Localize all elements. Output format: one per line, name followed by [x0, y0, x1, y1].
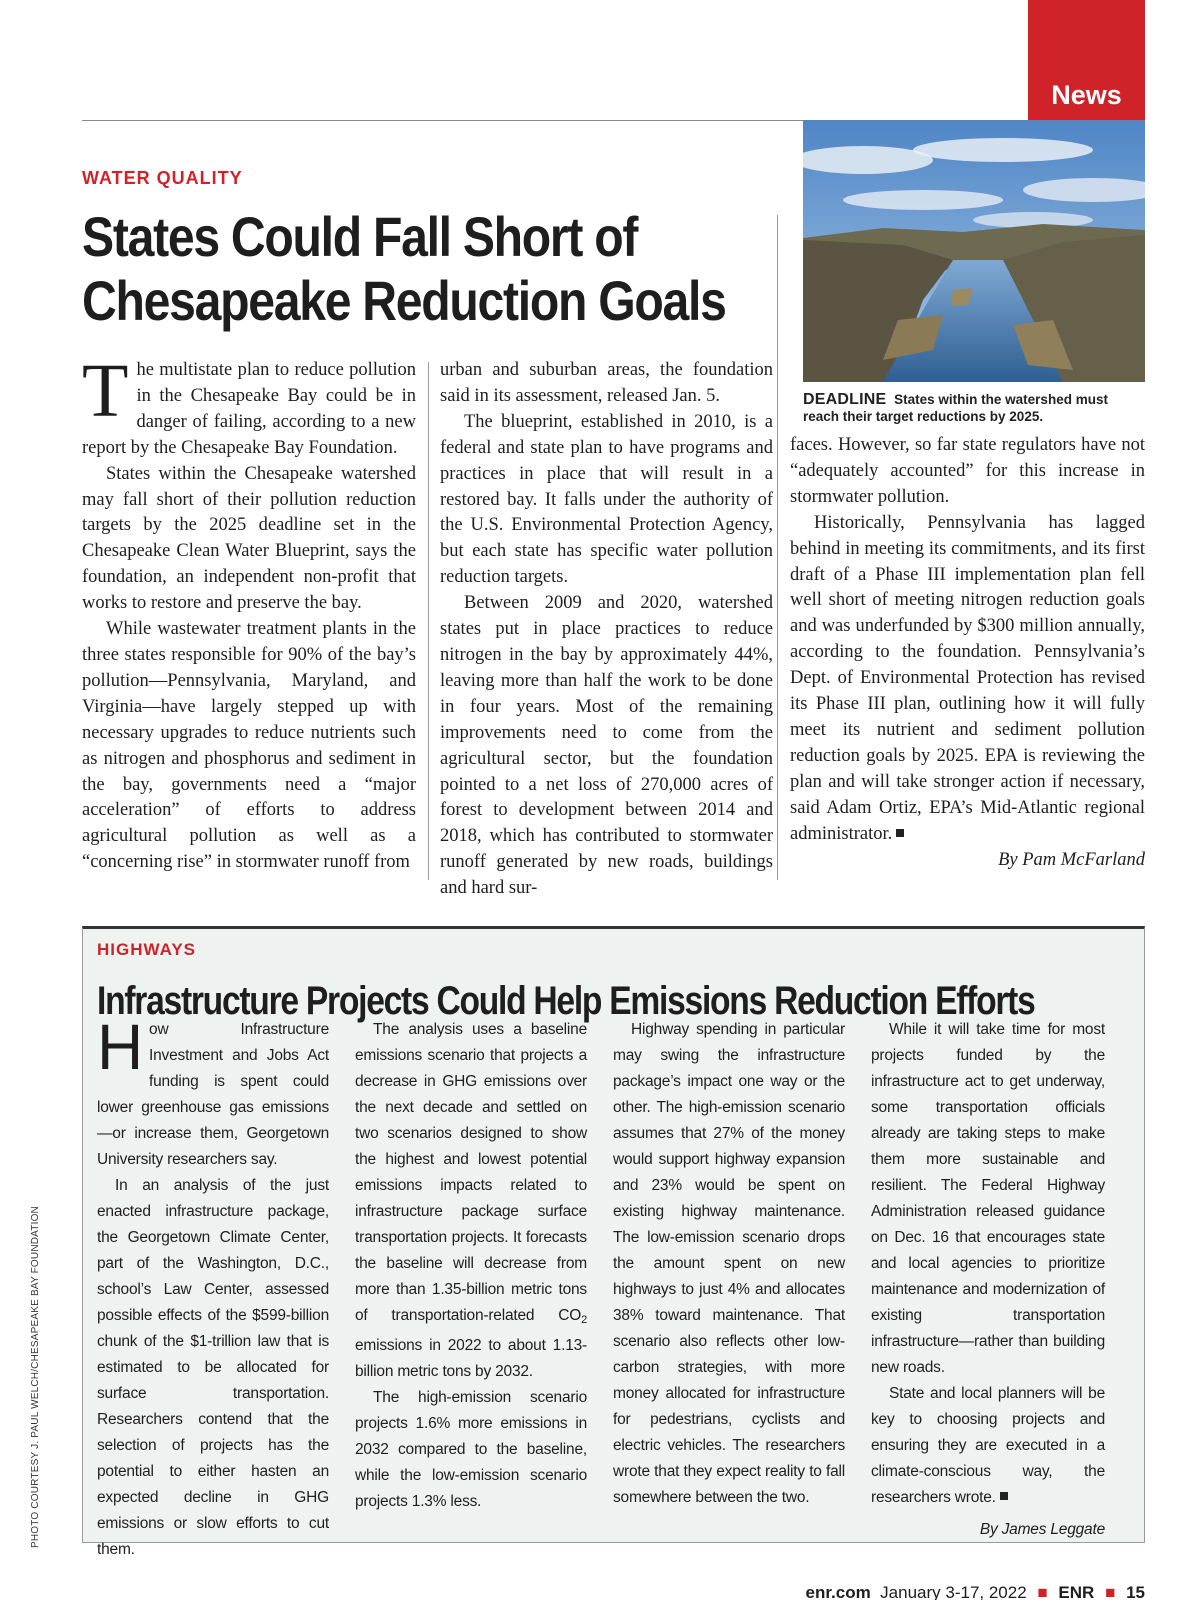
river-photo — [803, 120, 1145, 382]
article2-column-4 — [871, 1017, 1105, 1543]
article2-headline: Infrastructure Projects Could Help Emissions Reduction Efforts — [97, 979, 1035, 1023]
article1-text: Historically, Pennsylvania has lagged behind in meeting its commitments, and its first draft of a Phase III implementation plan fell well short of meeting nitrogen reduction goals and was underfunded by $300 million annually, according to the foundation. Pennsylvania’s Dept. of Environmental Protection has revised its Phase III plan, outlining how it will fully meet its nutrient and sediment pollution reduction goals by 2025. EPA is reviewing the plan and will take stronger action if necessary, said Adam Ortiz, EPA’s Mid-Atlantic regional administrator. — [790, 512, 1145, 844]
article2-column-2 — [355, 1017, 587, 1515]
article1-column-2 — [440, 358, 773, 902]
article1-byline: By Pam McFarland — [998, 849, 1145, 870]
article2-text: ow Infrastructure Investment and Jobs Act funding is spent could lower greenhouse gas emissions—or increase them, Georgetown University researchers say. — [97, 1021, 329, 1168]
article1-column-3 — [790, 433, 1145, 873]
article2-byline: By James Leggate — [979, 1521, 1105, 1538]
footer-page-number: 15 — [1126, 1583, 1145, 1600]
caption-label: DEADLINE — [803, 391, 887, 408]
page-footer — [806, 1583, 1145, 1600]
article1-paragraph: faces. However, so far state regulators have not “adequately accounted” for this increase in stormwater pollution. — [790, 435, 1145, 507]
article2-column-1 — [97, 1011, 329, 1563]
river-landscape-image — [803, 120, 1145, 382]
column-rule — [428, 362, 429, 880]
article2-paragraph: Highway spending in particular may swing the infrastructure package’s impact one way or the other. The high-emission scenario assumes that 27% of the money would support highway expansion and 23% would be spent on existing highway maintenance. The low-emission scenario drops the amount spent on new highways to just 4% and allocates 38% toward maintenance. That scenario also reflects other low-carbon strategies, with more money allocated for infrastructure for pedestrians, cyclists and electric vehicles. The researchers wrote that they expect reality to fall somewhere between the two. — [613, 1021, 845, 1506]
column-rule — [777, 215, 778, 880]
article2-paragraph — [871, 1381, 1105, 1511]
article2-paragraph — [355, 1017, 587, 1385]
article2-text: emissions in 2022 to about 1.13-billion metric tons by 2032. — [355, 1337, 587, 1380]
article2-dropcap: H — [97, 1011, 144, 1083]
article2-paragraph — [97, 1011, 329, 1173]
article1-headline-line1: States Could Fall Short of — [82, 205, 638, 268]
footer-date: January 3-17, 2022 — [880, 1583, 1027, 1600]
end-mark-icon — [896, 829, 904, 837]
article1-headline-line2: Chesapeake Reduction Goals — [82, 269, 726, 332]
section-tab-news: News — [1028, 0, 1145, 120]
article1-paragraph: urban and suburban areas, the foundation said in its assessment, released Jan. 5. — [440, 360, 773, 406]
photo-credit: PHOTO COURTESY J. PAUL WELCH/CHESAPEAKE BAY FOUNDATION — [30, 1206, 41, 1548]
article2-paragraph: In an analysis of the just enacted infrastructure package, the Georgetown Climate Center, part of the Washington, D.C., school’s Law Center, assessed possible effects of the $599-billion chunk of the $1-trillion law that is estimated to be allocated for surface transportation. Researchers contend that the selection of projects has the potential to either hasten an expected decline in GHG emissions or slow efforts to cut them. — [97, 1177, 329, 1558]
separator-square-icon: ■ — [1105, 1583, 1116, 1600]
footer-brand: ENR — [1058, 1583, 1095, 1600]
article1-paragraph: While wastewater treatment plants in the three states responsible for 90% of the bay’s pollution—Pennsylvania, Maryland, and Virginia—have largely stepped up with necessary upgrades to reduce nutrients such as nitrogen and phosphorus and sediment in the bay, governments need a “major acceleration” of efforts to address agricultural pollution as well as a “concerning rise” in stormwater runoff from — [82, 619, 416, 873]
article1-column-1 — [82, 349, 416, 876]
article2-text: The analysis uses a baseline emissions scenario that projects a decrease in GHG emissions over the next decade and settled on two scenarios designed to show the highest and lowest potential emissions impacts related to infrastructure package surface transportation projects. It forecasts the baseline will decrease from more than 1.35-billion metric tons of transportation-related CO — [355, 1021, 587, 1324]
article1-headline — [82, 205, 736, 333]
footer-site: enr.com — [805, 1583, 871, 1600]
article1-paragraph: The blueprint, established in 2010, is a federal and state plan to have programs and practices in place that will result in a restored bay. It falls under the authority of the U.S. Environmental Protection Agency, but each state has specific water pollution reduction targets. — [440, 411, 773, 588]
article2-paragraph: The high-emission scenario projects 1.6% more emissions in 2032 compared to the baseline, while the low-emission scenario projects 1.3% less. — [355, 1389, 587, 1510]
article1-paragraph: Between 2009 and 2020, watershed states put in place practices to reduce nitrogen in the bay by approximately 44%, leaving more than half the work to be done in four years. Most of the remaining improvements need to come from the agricultural sector, but the foundation pointed to a net loss of 270,000 acres of forest to development between 2014 and 2018, which has contributed to stormwater runoff generated by new roads, buildings and hard sur- — [440, 593, 773, 899]
article1-paragraph — [82, 349, 416, 462]
photo-caption — [803, 391, 1145, 425]
article2-paragraph: While it will take time for most projects funded by the infrastructure act to get underway, some transportation officials already are taking steps to make them more sustainable and resilient. The Federal Highway Administration released guidance on Dec. 16 that encourages state and local agencies to prioritize maintenance and modernization of existing transportation infrastructure—rather than building new roads. — [871, 1021, 1105, 1376]
article1-paragraph: States within the Chesapeake watershed may fall short of their pollution reduction targets by the 2025 deadline set in the Chesapeake Clean Water Blueprint, says the foundation, an independent non-profit that works to restore and preserve the bay. — [82, 463, 416, 614]
separator-square-icon: ■ — [1037, 1583, 1048, 1600]
end-mark-icon — [1000, 1492, 1008, 1500]
article1-paragraph — [790, 511, 1145, 848]
subscript: 2 — [581, 1314, 587, 1326]
article1-text: he multistate plan to reduce pollution in the Chesapeake Bay could be in danger of failing, according to a new report by the Chesapeake Bay Foundation. — [82, 360, 416, 458]
article2-text: State and local planners will be key to choosing projects and ensuring they are executed in a climate-conscious way, the researchers wrote. — [871, 1385, 1105, 1506]
article1-kicker: WATER QUALITY — [82, 168, 243, 188]
article2-kicker: HIGHWAYS — [97, 940, 197, 959]
article1-dropcap: T — [82, 349, 129, 433]
article2-column-3 — [613, 1017, 845, 1511]
caption-text: States within the watershed must reach their target reductions by 2025. — [803, 392, 1108, 424]
